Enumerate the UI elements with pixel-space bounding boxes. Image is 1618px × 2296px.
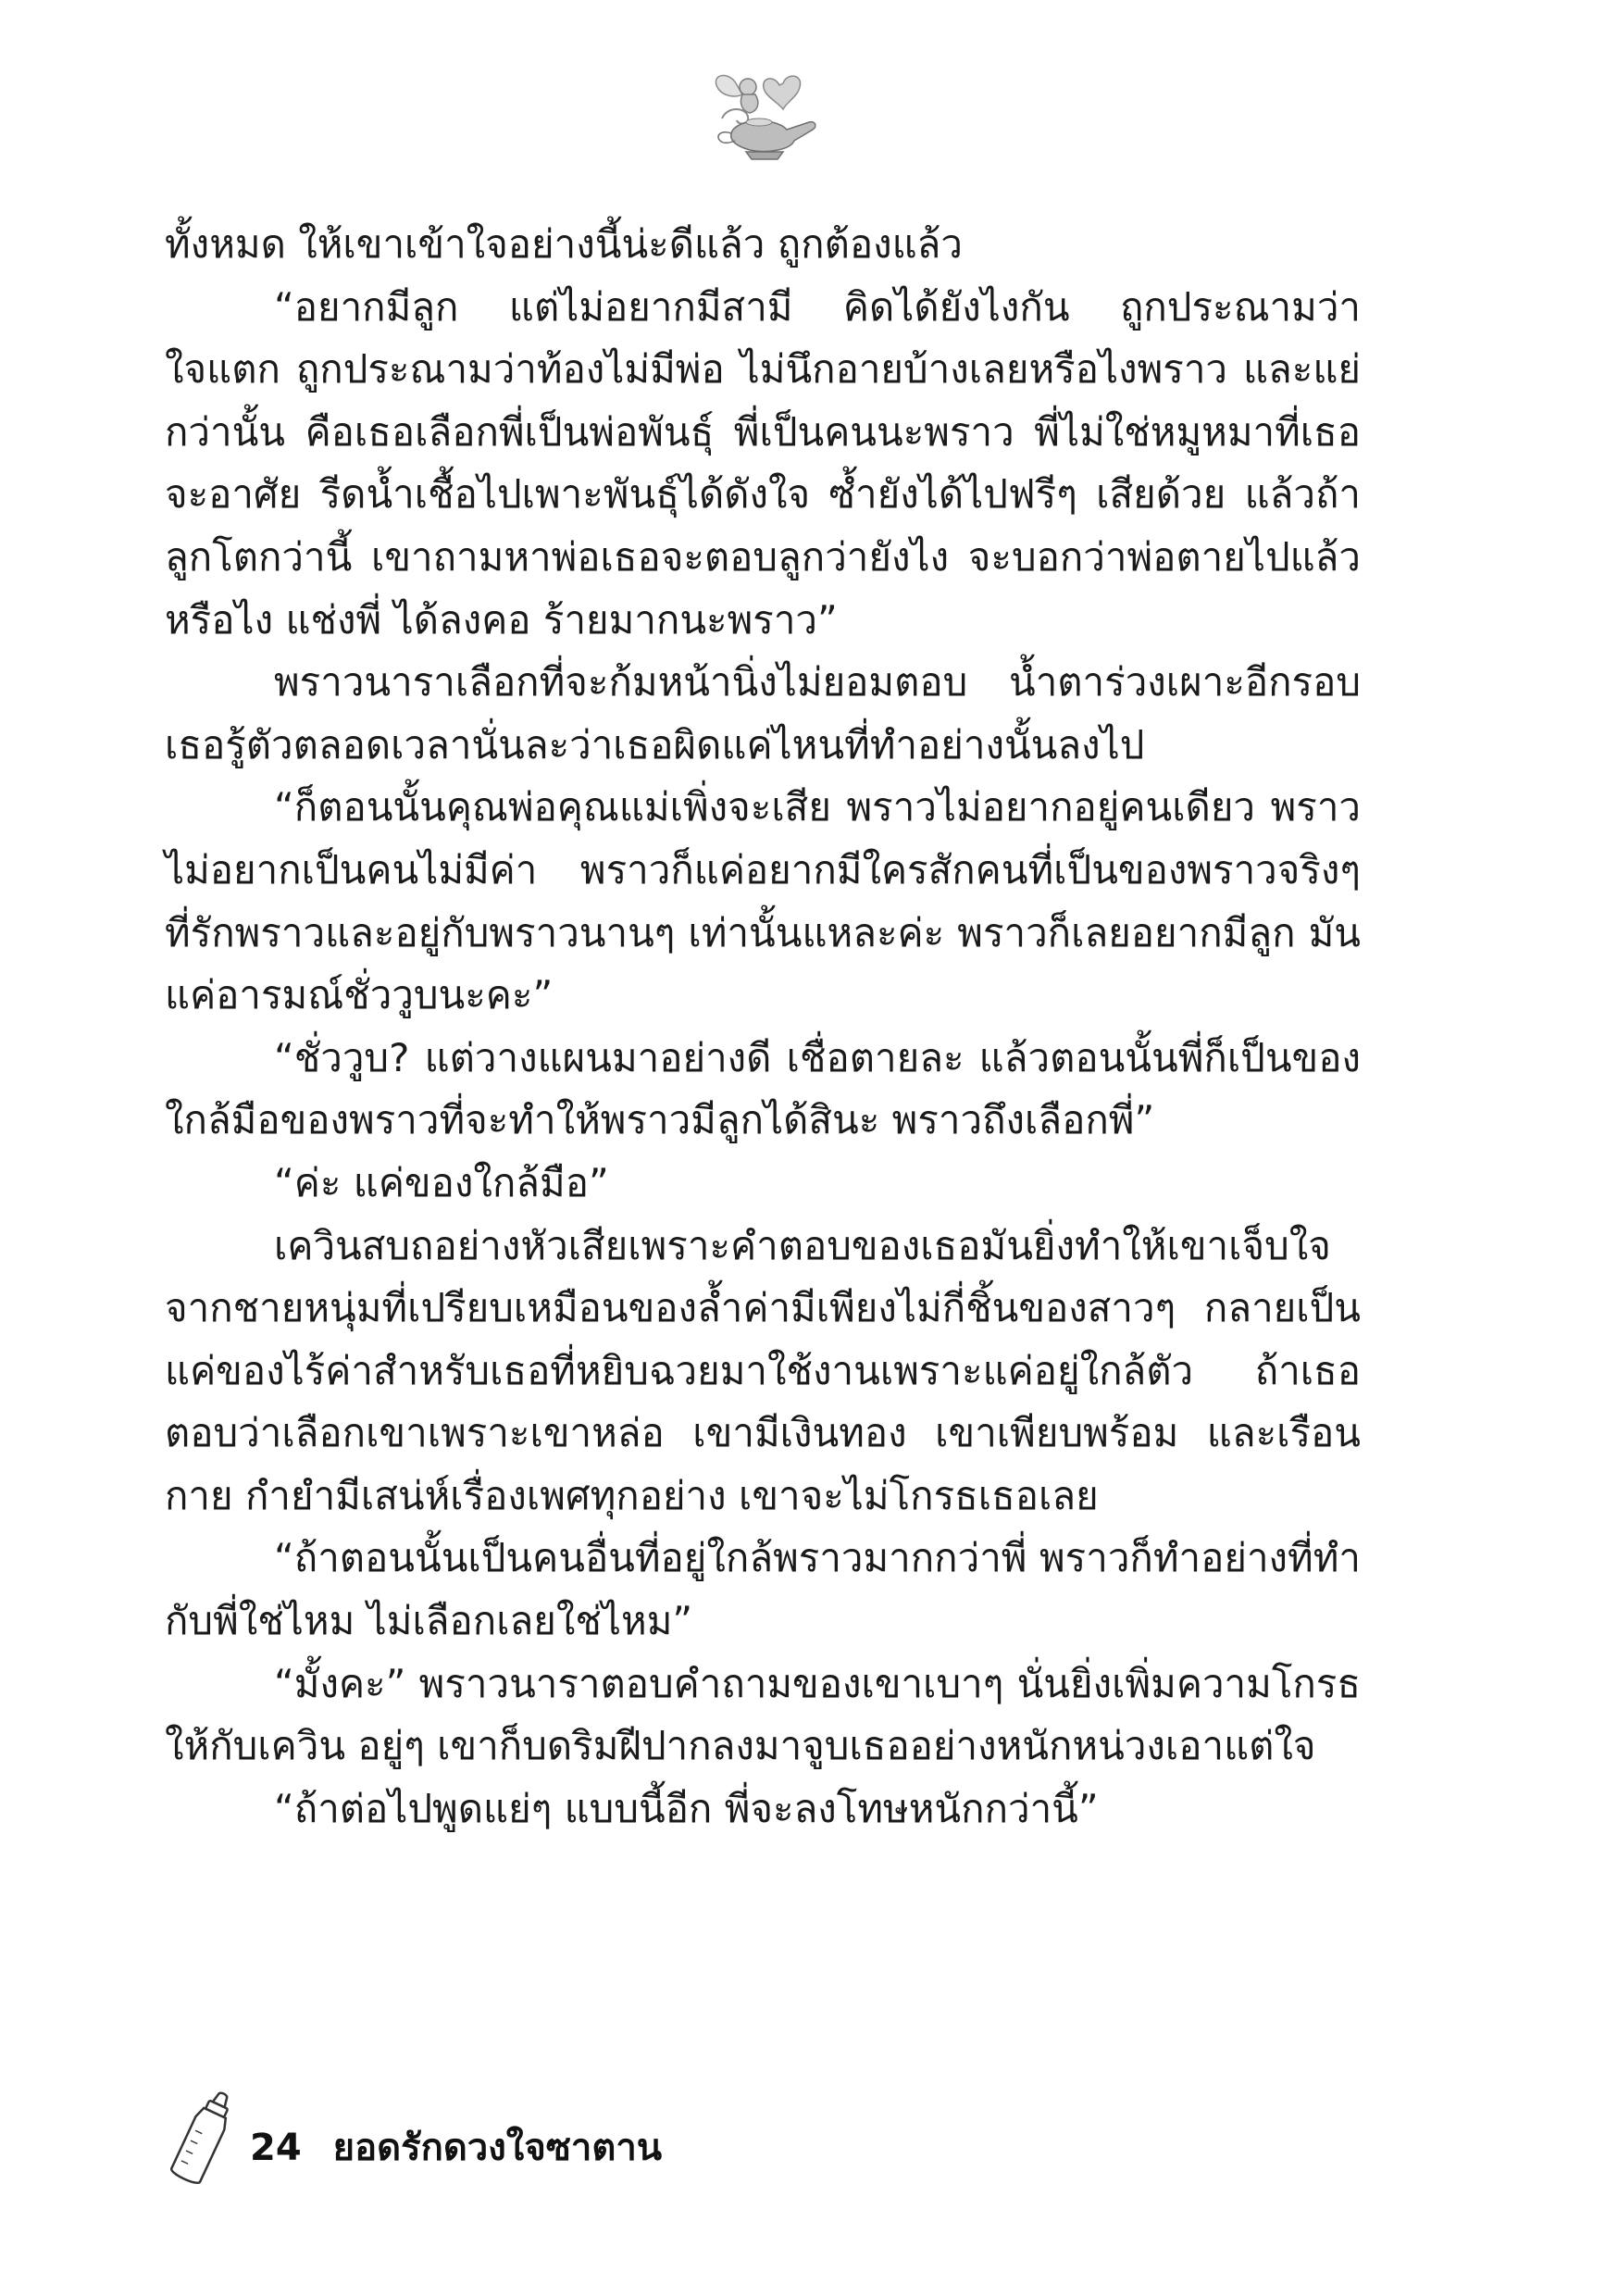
book-title: ยอดรักดวงใจซาตาน <box>332 2127 663 2169</box>
paragraph: “ถ้าตอนนั้นเป็นคนอื่นที่อยู่ใกล้พราวมากกว่าพี่ พราวก็ทำอย่างที่ทำ กับพี่ใช่ไหม ไม่เลือกเลยใช่ไหม” <box>165 1535 1361 1644</box>
paragraph: “ถ้าต่อไปพูดแย่ๆ แบบนี้อีก พี่จะลงโทษหนักกว่านี้” <box>274 1785 1099 1831</box>
footer-text <box>250 2125 662 2171</box>
page-number: 24 <box>250 2127 302 2169</box>
paragraph: เควินสบถอย่างหัวเสียเพราะคำตอบของเธอมันยิ่งทำให้เขาเจ็บใจ จากชายหนุ่มที่เปรียบเหมือนของล้ำค่ามีเพียงไม่กี่ชิ้นของสาวๆ กลายเป็น แค่ของไร้ค่าสำหรับเธอที่หยิบฉวยมาใช้งานเพราะแค่อยู่ใกล้ตัว ถ้าเธอ ตอบว่าเลือกเขาเพราะเขาหล่อ เขามีเงินทอง เขาเพียบพร้อม และเรือนกาย กำยำมีเสน่ห์เรื่องเพศทุกอย่าง เขาจะไม่โกรธเธอเลย <box>165 1222 1361 1518</box>
paragraph: ทั้งหมด ให้เขาเข้าใจอย่างนี้น่ะดีแล้ว ถูกต้องแล้ว <box>165 221 963 267</box>
paragraph: “ก็ตอนนั้นคุณพ่อคุณแม่เพิ่งจะเสีย พราวไม่อยากอยู่คนเดียว พราว ไม่อยากเป็นคนไม่มีค่า พราวก็แค่อยากมีใครสักคนที่เป็นของพราวจริงๆ ที่รักพราวและอยู่กับพราวนานๆ เท่านั้นแหละค่ะ พราวก็เลยอยากมีลูก มันแค่อารมณ์ชั่ววูบนะคะ” <box>165 784 1361 1018</box>
paragraph: “มั้งคะ” พราวนาราตอบคำถามของเขาเบาๆ นั่นยิ่งเพิ่มความโกรธ ให้กับเควิน อยู่ๆ เขาก็บดริมฝีปากลงมาจูบเธออย่างหนักหน่วงเอาแต่ใจ <box>165 1660 1361 1769</box>
paragraph: พราวนาราเลือกที่จะก้มหน้านิ่งไม่ยอมตอบ น้ำตาร่วงเผาะอีกรอบ เธอรู้ตัวตลอดเวลานั่นละว่าเธอผิดแค่ไหนที่ทำอย่างนั้นลงไป <box>165 659 1361 767</box>
baby-bottle-icon <box>165 2088 239 2190</box>
paragraph: “ค่ะ แค่ของใกล้มือ” <box>274 1159 609 1205</box>
paragraph: “อยากมีลูก แต่ไม่อยากมีสามี คิดได้ยังไงกัน ถูกประณามว่าใจแตก ถูกประณามว่าท้องไม่มีพ่อ ไม่นึกอายบ้างเลยหรือไงพราว และแย่กว่านั้น คือเธอเลือกพี่เป็นพ่อพันธุ์ พี่เป็นคนนะพราว พี่ไม่ใช่หมูหมาที่เธอจะอาศัย รีดน้ำเชื้อไปเพาะพันธุ์ได้ดังใจ ซ้ำยังได้ไปฟรีๆ เสียด้วย แล้วถ้าลูกโตกว่านี้ เขาถามหาพ่อเธอจะตอบลูกว่ายังไง จะบอกว่าพ่อตายไปแล้วหรือไง แช่งพี่ ได้ลงคอ ร้ายมากนะพราว” <box>165 283 1361 643</box>
body-text <box>165 213 1361 1840</box>
cherub-teapot-ornament-icon <box>694 57 833 164</box>
paragraph: “ชั่ววูบ? แต่วางแผนมาอย่างดี เชื่อตายละ แล้วตอนนั้นพี่ก็เป็นของ ใกล้มือของพราวที่จะทำให้พราวมีลูกได้สินะ พราวถึงเลือกพี่” <box>165 1034 1361 1143</box>
page-footer <box>165 2088 813 2190</box>
